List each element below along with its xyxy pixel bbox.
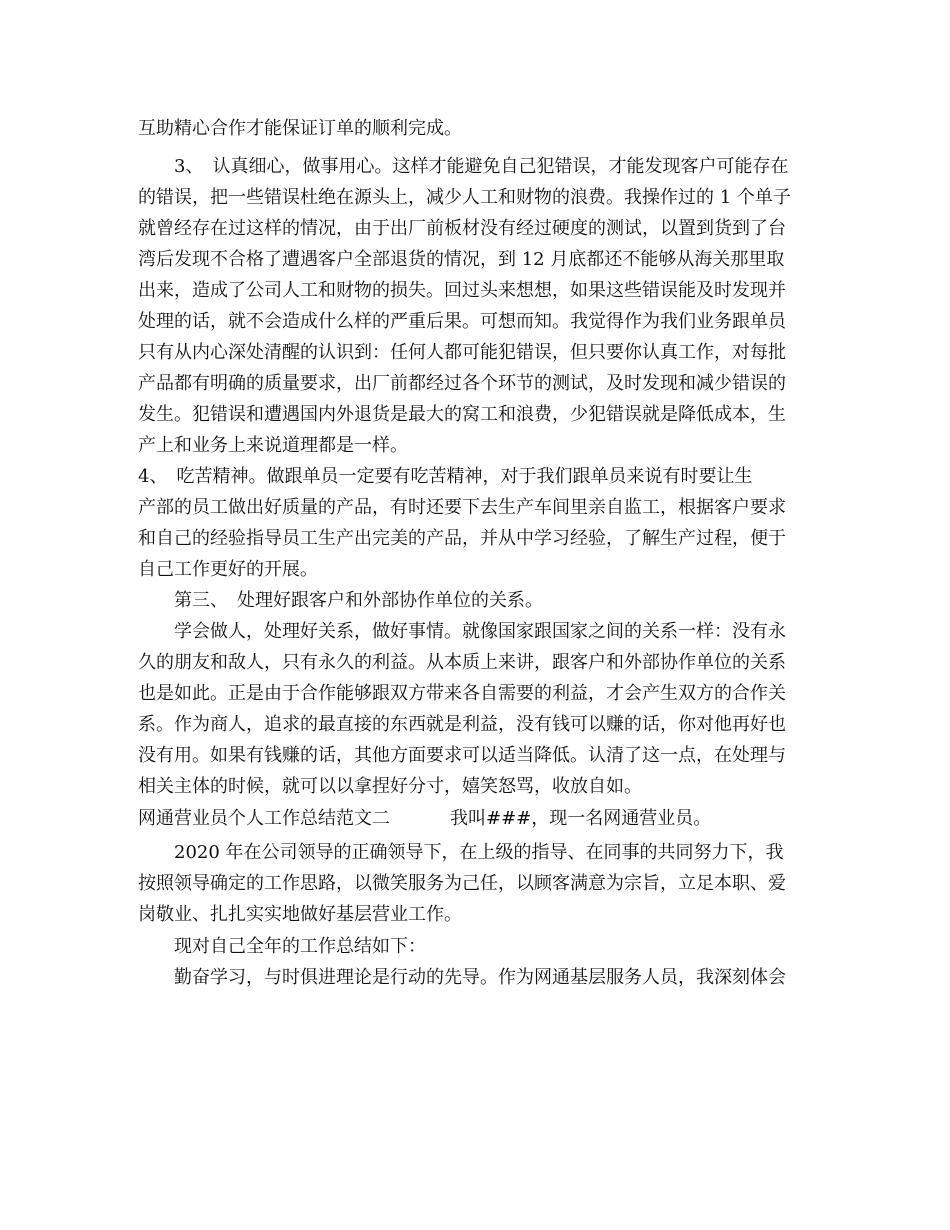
text-line: 按照领导确定的工作思路，以微笑服务为己任，以顾客满意为宗旨，立足本职、爱: [138, 873, 786, 894]
text-line: 发生。犯错误和遭遇国内外退货是最大的窝工和浪费，少犯错误就是降低成本，生: [138, 404, 786, 425]
text-line: 勤奋学习，与时俱进理论是行动的先导。作为网通基层服务人员，我深刻体会: [174, 967, 786, 988]
intro-text: 我叫###，现一名网通营业员。: [450, 808, 712, 829]
text-line: 系。作为商人，追求的最直接的东西就是利益，没有钱可以赚的话，你对他再好也: [138, 714, 786, 735]
text-line: 2020 年在公司领导的正确领导下，在上级的指导、在同事的共同努力下，我: [174, 842, 784, 863]
text-line: 学会做人，处理好关系，做好事情。就像国家跟国家之间的关系一样：没有永: [174, 621, 786, 642]
text-line: 互助精心合作才能保证订单的顺利完成。: [138, 118, 462, 139]
text-line: 产品都有明确的质量要求，出厂前都经过各个环节的测试，及时发现和减少错误的: [138, 373, 786, 394]
article-title: 网通营业员个人工作总结范文二: [138, 808, 390, 829]
title-line: [138, 808, 818, 830]
text-line: 3、 认真细心，做事用心。这样才能避免自己犯错误，才能发现客户可能存在: [174, 156, 789, 177]
section-heading: 第三、 处理好跟客户和外部协作单位的关系。: [174, 590, 543, 611]
text-line: 产上和业务上来说道理都是一样。: [138, 435, 408, 456]
text-line: 久的朋友和敌人，只有永久的利益。从本质上来讲，跟客户和外部协作单位的关系: [138, 652, 786, 673]
text-line: 相关主体的时候，就可以以拿捏好分寸，嬉笑怒骂，收放自如。: [138, 776, 642, 797]
text-line: 就曾经存在过这样的情况，由于出厂前板材没有经过硬度的测试，以置到货到了台: [138, 218, 786, 239]
text-line: 产部的员工做出好质量的产品，有时还要下去生产车间里亲自监工，根据客户要求: [138, 497, 786, 518]
text-line: 的错误，把一些错误杜绝在源头上，减少人工和财物的浪费。我操作过的 1 个单子: [138, 187, 791, 208]
text-line: 现对自己全年的工作总结如下：: [174, 936, 426, 957]
text-line: 岗敬业、扎扎实实地做好基层营业工作。: [138, 904, 462, 925]
text-line: 出来，造成了公司人工和财物的损失。回过头来想想，如果这些错误能及时发现并: [138, 280, 786, 301]
text-line: 4、 吃苦精神。做跟单员一定要有吃苦精神，对于我们跟单员来说有时要让生: [138, 466, 753, 487]
text-line: 处理的话，就不会造成什么样的严重后果。可想而知。我觉得作为我们业务跟单员: [138, 311, 786, 332]
text-line: 也是如此。正是由于合作能够跟双方带来各自需要的利益，才会产生双方的合作关: [138, 683, 786, 704]
text-line: 湾后发现不合格了遭遇客户全部退货的情况，到 12 月底都还不能够从海关那里取: [138, 249, 785, 270]
text-line: 只有从内心深处清醒的认识到：任何人都可能犯错误，但只要你认真工作，对每批: [138, 342, 786, 363]
text-line: 自己工作更好的开展。: [138, 559, 318, 580]
text-line: 没有用。如果有钱赚的话，其他方面要求可以适当降低。认清了这一点，在处理与: [138, 745, 786, 766]
text-line: 和自己的经验指导员工生产出完美的产品，并从中学习经验，了解生产过程，便于: [138, 528, 786, 549]
